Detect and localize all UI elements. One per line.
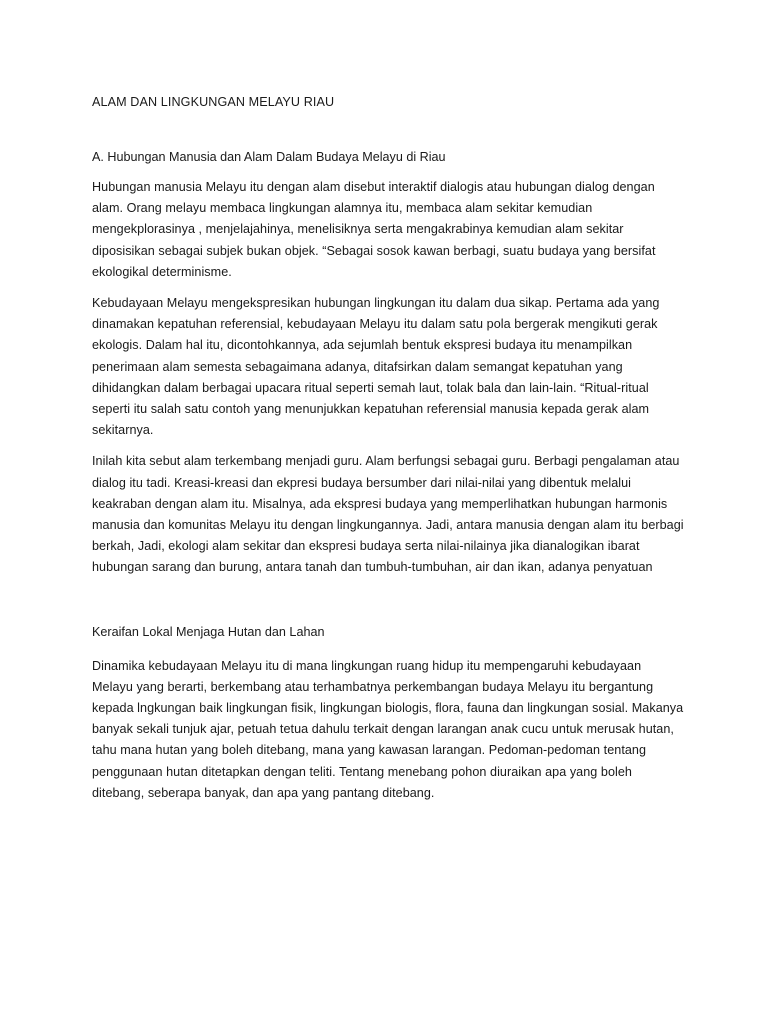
paragraph-line: Kebudayaan Melayu mengekspresikan hubungan lingkungan itu dalam dua sikap. Pertama ada yang [92, 296, 660, 311]
paragraph-line: dihidangkan dalam berbagai upacara ritual seperti semah laut, tolak bala dan lain-lain. “Ritual-ritual [92, 380, 649, 395]
paragraph-line: banyak sekali tunjuk ajar, petuah tetua dahulu terkait dengan larangan anak cucu untuk merusak hutan, [92, 722, 674, 737]
section-spacer [92, 589, 704, 623]
document-title: ALAM DAN LINGKUNGAN MELAYU RIAU [92, 95, 335, 109]
paragraph-line: sekitarnya. [92, 423, 154, 438]
paragraph-line: ekologikal determinisme. [92, 264, 232, 279]
section-b-heading: Keraifan Lokal Menjaga Hutan dan Lahan [92, 624, 325, 639]
paragraph-line: Dinamika kebudayaan Melayu itu di mana lingkungan ruang hidup itu mempengaruhi kebudayaan [92, 658, 642, 673]
paragraph-line: dinamakan kepatuhan referensial, kebudayaan Melayu itu dalam satu pola bergerak mengikuti gerak [92, 317, 658, 332]
paragraph-line: berkah, Jadi, ekologi alam sekitar dan ekspresi budaya serta nilai-nilainya jika dianalogikan ibarat [92, 539, 640, 554]
paragraph-line: mengekplorasinya , menjelajahinya, menelisiknya serta mengakrabinya kemudian alam sekitar [92, 222, 624, 237]
paragraph-line: dialog itu tadi. Kreasi-kreasi dan ekpresi budaya bersumber dari nilai-nilai yang dibentuk melalui [92, 475, 632, 490]
paragraph-line: alam. Orang melayu membaca lingkungan alamnya itu, membaca alam sekitar kemudian [92, 201, 593, 216]
paragraph-line: Hubungan manusia Melayu itu dengan alam disebut interaktif dialogis atau hubungan dialog dengan [92, 180, 655, 194]
document-body [92, 93, 704, 814]
paragraph-line: kepada lngkungan baik lingkungan fisik, lingkungan biologis, flora, fauna dan lingkungan sosial. Makanya [92, 701, 684, 716]
paragraph-line: Inilah kita sebut alam terkembang menjadi guru. Alam berfungsi sebagai guru. Berbagi pengalaman atau [92, 454, 680, 469]
paragraph-line: hubungan sarang dan burung, antara tanah dan tumbuh-tumbuhan, air dan ikan, adanya penyatuan [92, 560, 653, 575]
paragraph-line: Melayu yang berarti, berkembang atau terhambatnya perkembangan budaya Melayu itu bergantung [92, 679, 654, 694]
paragraph-line: seperti itu salah satu contoh yang menunjukkan kepatuhan referensial manusia kepada gerak alam [92, 402, 650, 417]
paragraph-3 [92, 451, 704, 578]
paragraph-line: penggunaan hutan ditetapkan dengan teliti. Tentang menebang pohon diuraikan apa yang boleh [92, 764, 632, 779]
paragraph-line: penerimaan alam semesta sebagaimana adanya, ditafsirkan dalam semangat kepatuhan yang [92, 359, 623, 374]
paragraph-4 [92, 656, 704, 804]
paragraph-line: manusia dan komunitas Melayu itu dengan lingkungannya. Jadi, antara manusia dengan alam itu berbagi [92, 518, 684, 533]
paragraph-line: tahu mana hutan yang boleh ditebang, mana yang kawasan larangan. Pedoman-pedoman tentang [92, 743, 647, 758]
paragraph-2 [92, 293, 704, 441]
paragraph-line: ekologis. Dalam hal itu, dicontohkannya, ada sejumlah bentuk ekspresi budaya itu menampilkan [92, 338, 633, 353]
section-a-heading: A. Hubungan Manusia dan Alam Dalam Budaya Melayu di Riau [92, 150, 446, 164]
paragraph-line: diposisikan sebagai subjek bukan objek. “Sebagai sosok kawan berbagi, suatu budaya yang bersifat [92, 243, 656, 258]
paragraph-line: keakraban dengan alam itu. Misalnya, ada ekspresi budaya yang memperlihatkan hubungan harmonis [92, 496, 668, 511]
paragraph-line: ditebang, seberapa banyak, dan apa yang pantang ditebang. [92, 785, 435, 800]
paragraph-1 [92, 177, 704, 283]
